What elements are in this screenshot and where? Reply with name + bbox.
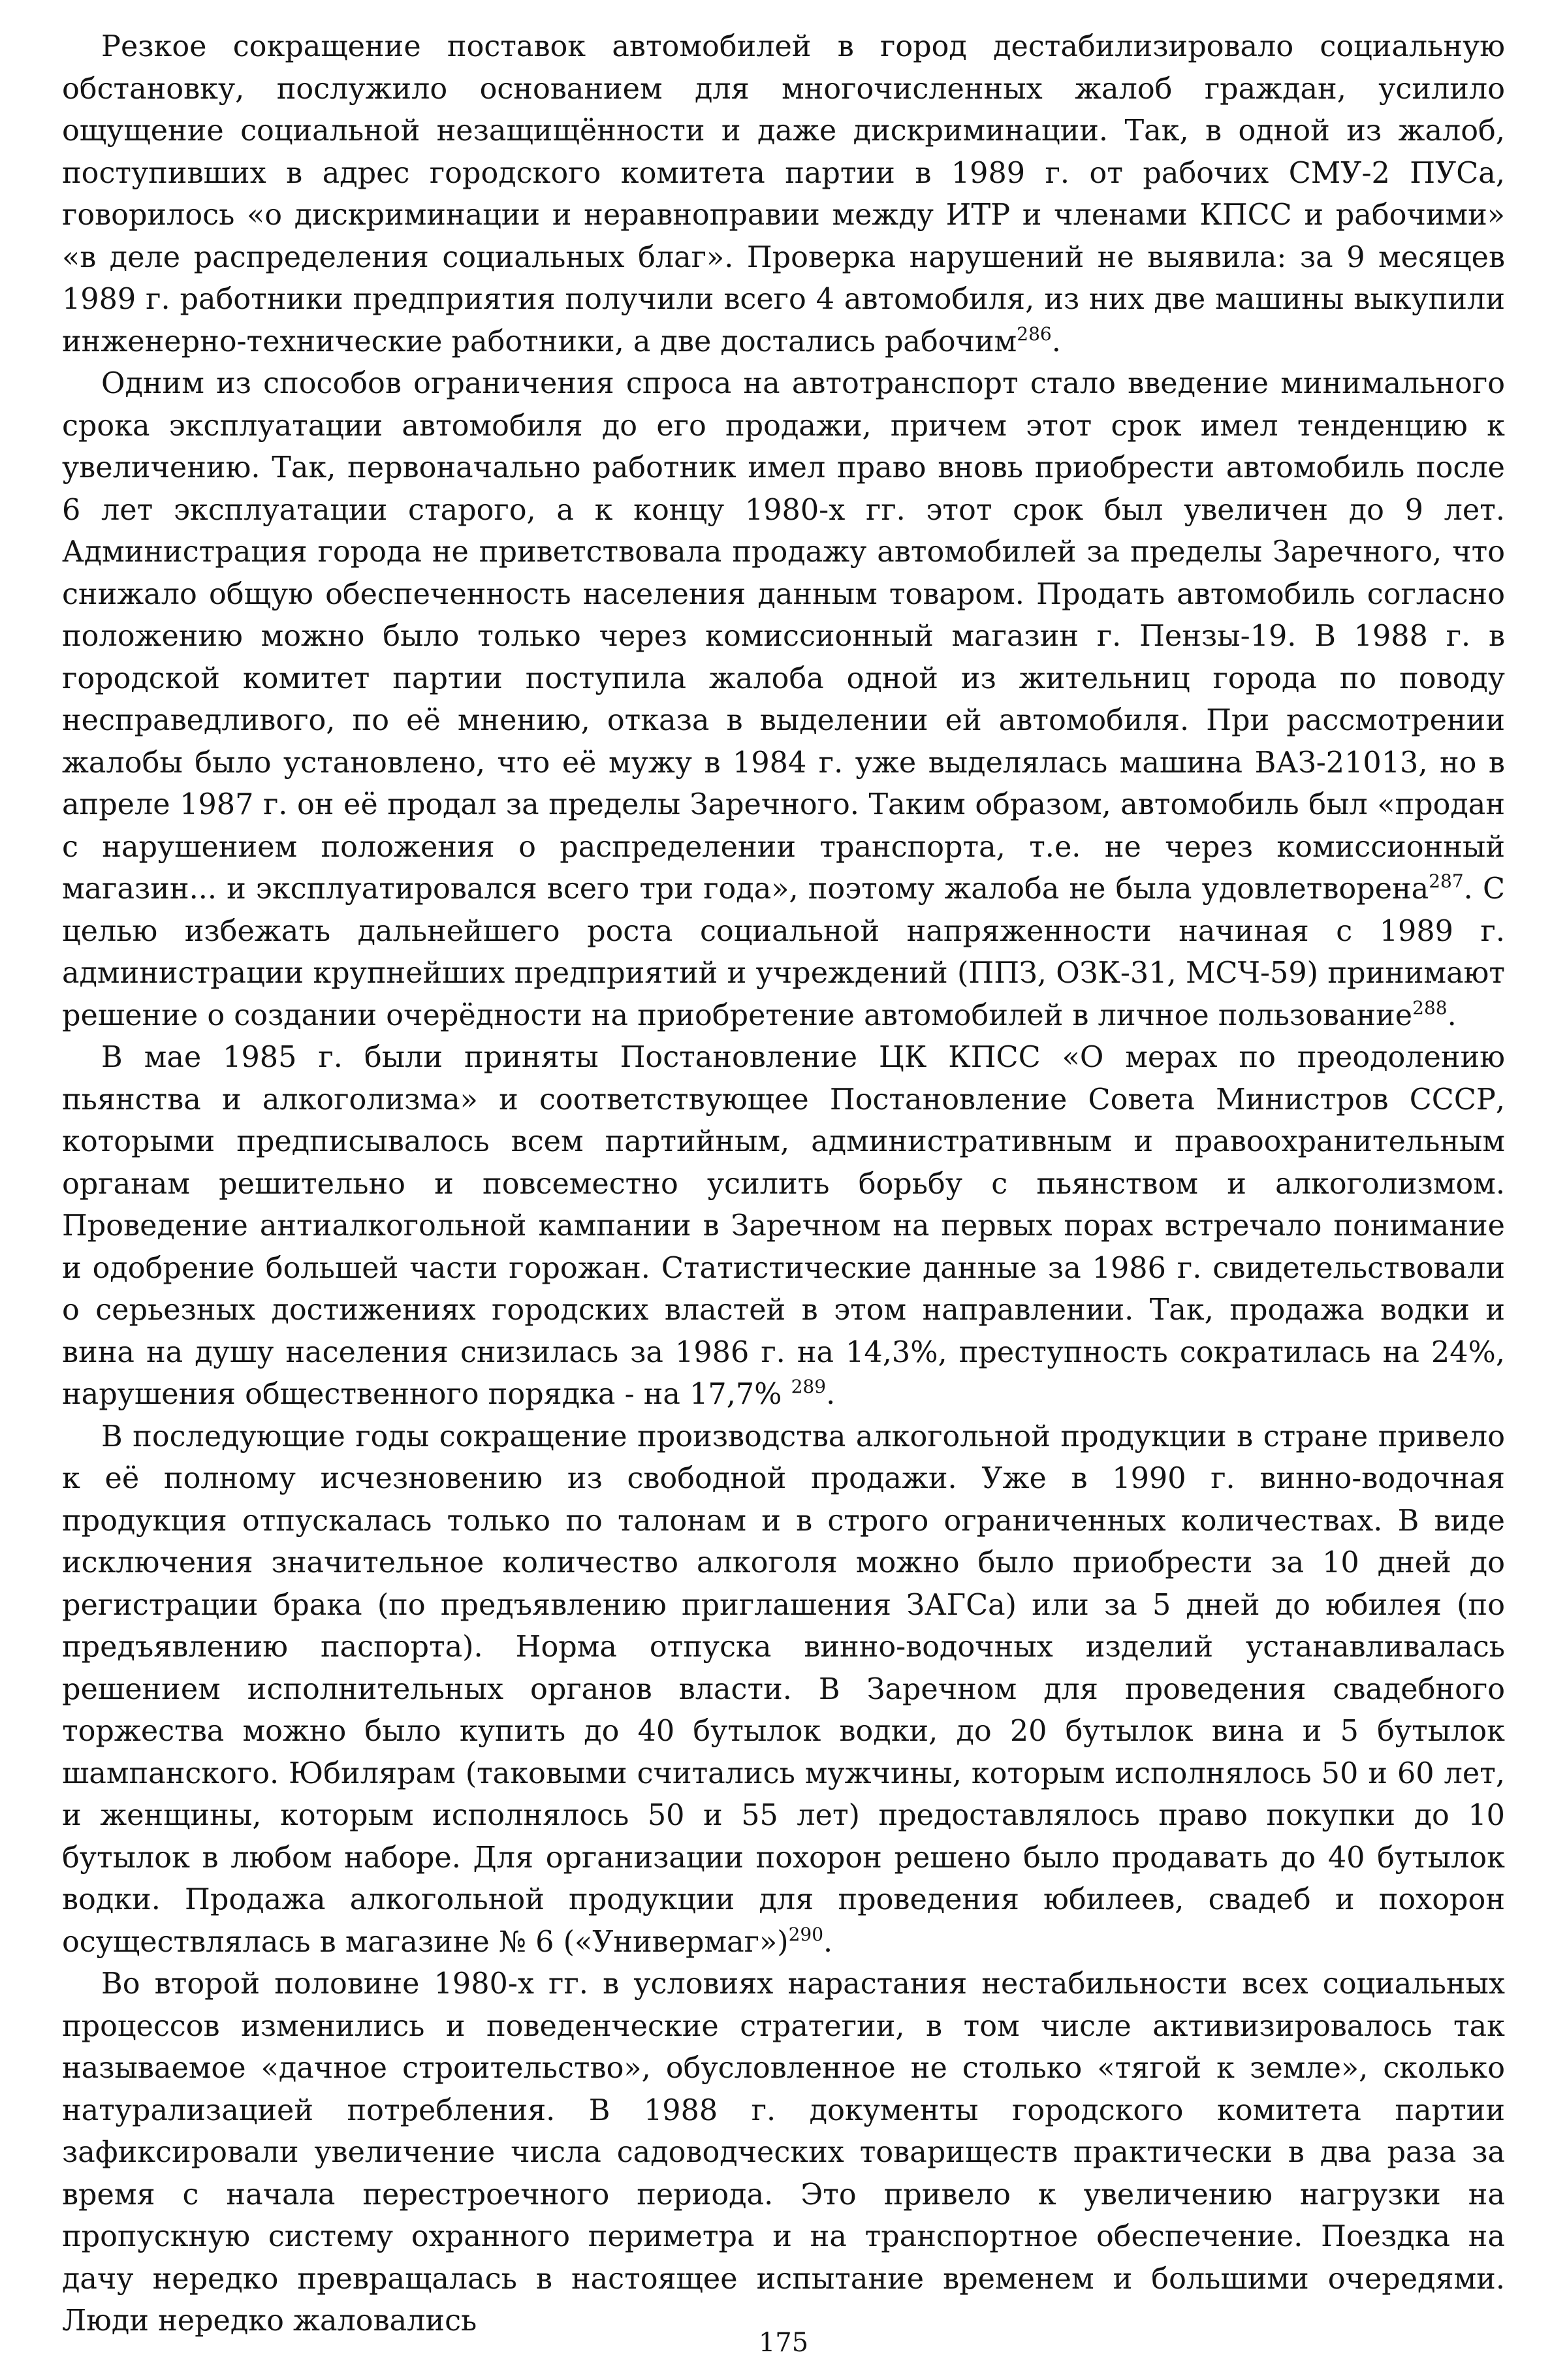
paragraph — [62, 26, 1505, 363]
footnote-ref: 290 — [788, 1923, 824, 1945]
paragraph-text-tail: . — [1051, 325, 1061, 358]
page-number: 175 — [758, 2328, 809, 2358]
paragraph-text: В последующие годы сокращение производства алкогольной продукции в стране привело к её полному исчезновению из свободной продажи. Уже в 1990 г. винно-водочная продукция отпускалась только по талонам и в строго ограниченных количествах. В виде исключения значительное количество алкоголя можно было приобрести за 10 дней до регистрации брака (по предъявлению приглашения ЗАГСа) или за 5 дней до юбилея (по предъявлению паспорта). Норма отпуска винно-водочных изделий устанавливалась решением исполнительных органов власти. В Заречном для проведения свадебного торжества можно было купить до 40 бутылок водки, до 20 бутылок вина и 5 бутылок шампанского. Юбилярам (таковыми считались мужчины, которым исполнялось 50 и 60 лет, и женщины, которым исполнялось 50 и 55 лет) предоставлялось право покупки до 10 бутылок в любом наборе. Для организации похорон решено было продавать до 40 бутылок водки. Продажа алкогольной продукции для проведения юбилеев, свадеб и похорон осуществлялась в магазине № 6 («Универмаг») — [62, 1420, 1505, 1959]
paragraph — [62, 1416, 1505, 1964]
footnote-ref: 287 — [1429, 870, 1464, 892]
body-text — [62, 26, 1505, 2343]
paragraph-text-tail: . — [826, 1378, 836, 1411]
paragraph — [62, 363, 1505, 1037]
footnote-ref: 288 — [1412, 996, 1448, 1019]
paragraph-text: Резкое сокращение поставок автомобилей в город дестабилизировало социальную обстановку, послужило основанием для многочисленных жалоб граждан, усилило ощущение социальной незащищённости и даже дискриминации. Так, в одной из жалоб, поступивших в адрес городского комитета партии в 1989 г. от рабочих СМУ-2 ПУСа, говорилось «о дискриминации и неравноправии между ИТР и членами КПСС и рабочими» «в деле распределения социальных благ». Проверка нарушений не выявила: за 9 месяцев 1989 г. работники предприятия получили всего 4 автомобиля, из них две машины выкупили инженерно-технические работники, а две достались рабочим — [62, 30, 1505, 358]
paragraph — [62, 1963, 1505, 2343]
paragraph-text-tail: . — [823, 1925, 833, 1959]
paragraph-text: В мае 1985 г. были приняты Постановление ЦК КПСС «О мерах по преодолению пьянства и алкоголизма» и соответствующее Постановление Совета Министров СССР, которыми предписывалось всем партийным, административным и правоохранительным органам решительно и повсеместно усилить борьбу с пьянством и алкоголизмом. Проведение антиалкогольной кампании в Заречном на первых порах встречало понимание и одобрение большей части горожан. Статистические данные за 1986 г. свидетельствовали о серьезных достижениях городских властей в этом направлении. Так, продажа водки и вина на душу населения снизилась за 1986 г. на 14,3%, преступность сократилась на 24%, нарушения общественного порядка - на 17,7% — [62, 1041, 1505, 1411]
paragraph-text: Во второй половине 1980-х гг. в условиях нарастания нестабильности всех социальных процессов изменились и поведенческие стратегии, в том числе активизировалось так называемое «дачное строительство», обусловленное не столько «тягой к земле», сколько натурализацией потребления. В 1988 г. документы городского комитета партии зафиксировали увеличение числа садоводческих товариществ практически в два раза за время с начала перестроечного периода. Это привело к увеличению нагрузки на пропускную систему охранного периметра и на транспортное обеспечение. Поездка на дачу нередко превращалась в настоящее испытание временем и большими очередями. Люди нередко жаловались — [62, 1967, 1505, 2338]
footnote-ref: 289 — [791, 1376, 827, 1397]
paragraph-text-tail: . С целью избежать дальнейшего роста социальной напряженности начиная с 1989 г. администрации крупнейших предприятий и учреждений (ППЗ, ОЗК-31, МСЧ-59) принимают решение о создании очерёдности на приобретение автомобилей в личное пользование — [62, 872, 1505, 1032]
paragraph-text-tail: . — [1447, 998, 1457, 1032]
paragraph — [62, 1037, 1505, 1416]
footnote-ref: 286 — [1017, 323, 1052, 345]
paragraph-text: Одним из способов ограничения спроса на автотранспорт стало введение минимального срока эксплуатации автомобиля до его продажи, причем этот срок имел тенденцию к увеличению. Так, первоначально работник имел право вновь приобрести автомобиль после 6 лет эксплуатации старого, а к концу 1980-х гг. этот срок был увеличен до 9 лет. Администрация города не приветствовала продажу автомобилей за пределы Заречного, что снижало общую обеспеченность населения данным товаром. Продать автомобиль согласно положению можно было только через комиссионный магазин г. Пензы-19. В 1988 г. в городской комитет партии поступила жалоба одной из жительниц города по поводу несправедливого, по её мнению, отказа в выделении ей автомобиля. При рассмотрении жалобы было установлено, что её мужу в 1984 г. уже выделялась машина ВАЗ-21013, но в апреле 1987 г. он её продал за пределы Заречного. Таким образом, автомобиль был «продан с нарушением положения о распределении транспорта, т.е. не через комиссионный магазин... и эксплуатировался всего три года», поэтому жалоба не была удовлетворена — [62, 367, 1505, 906]
